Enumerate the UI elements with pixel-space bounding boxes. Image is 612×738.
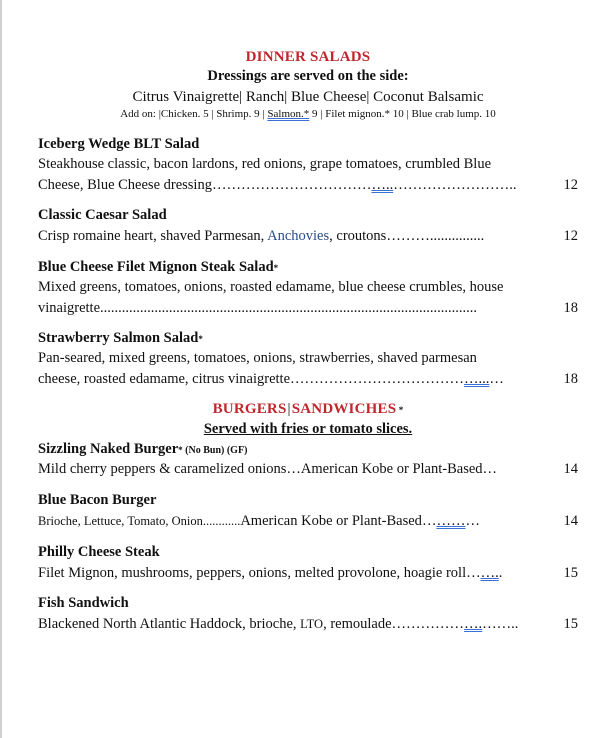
- addon-prefix: Add on: |Chicken. 5 | Shrimp. 9 |: [120, 108, 268, 120]
- menu-item-price-line: [38, 511, 578, 532]
- menu-item-price-line: [38, 369, 578, 390]
- menu-item-description: Mixed greens, tomatoes, onions, roasted edamame, blue cheese crumbles, house: [38, 279, 504, 295]
- menu-item-name-line: [38, 441, 578, 458]
- menu-item-price: 18: [563, 371, 578, 387]
- menu-item-description: , remoulade: [323, 616, 392, 632]
- dressings-list: Citrus Vinaigrette| Ranch| Blue Cheese| Coconut Balsamic: [132, 89, 484, 105]
- menu-item-description: , croutons: [329, 228, 387, 244]
- menu-item-description: American Kobe or Plant-Based: [240, 513, 422, 529]
- burgers-section-title: [38, 401, 578, 418]
- menu-item-description: cheese, roasted edamame, citrus vinaigrette: [38, 371, 291, 387]
- menu-item-description: vinaigrette: [38, 300, 101, 316]
- menu-item-description: Mild cherry peppers & caramelized onions…American Kobe or Plant-Based…: [38, 461, 498, 477]
- menu-item-description: Blackened North Atlantic Haddock, brioche,: [38, 616, 301, 632]
- menu-item-price: 12: [563, 228, 578, 244]
- menu-item-price-line: [38, 563, 578, 584]
- sandwiches-title: SANDWICHES: [291, 401, 397, 417]
- menu-item-price-line: [38, 226, 578, 247]
- menu-item-name-line: [38, 259, 578, 276]
- leader-dots: …: [489, 371, 504, 387]
- menu-item-name: Strawberry Salmon Salad: [38, 330, 199, 346]
- addon-line: [38, 108, 578, 120]
- leader-dots: ……………………..: [393, 177, 517, 193]
- menu-item-description: Pan-seared, mixed greens, tomatoes, onions, strawberries, shaved parmesan: [38, 350, 477, 366]
- raw-advisory-star: *: [396, 405, 404, 415]
- menu-item-price-line: [38, 614, 578, 635]
- raw-advisory-star: *: [198, 334, 203, 344]
- menu-item-price: 12: [563, 177, 578, 193]
- menu-item-name: Blue Cheese Filet Mignon Steak Salad: [38, 259, 274, 275]
- page-edge: [0, 0, 2, 738]
- menu-item-note: (No Bun) (GF): [185, 445, 248, 456]
- leader-dots: ……..: [482, 616, 519, 632]
- leader-dots-marked: …...: [464, 371, 490, 387]
- addon-salmon: Salmon.*: [267, 108, 310, 120]
- menu-item-description: LTO: [300, 617, 324, 631]
- menu-item-name: Classic Caesar Salad: [38, 207, 167, 223]
- leader-dots: …: [421, 513, 437, 529]
- dressings-intro: Dressings are served on the side:: [207, 68, 409, 84]
- leader-dots: ………………………………: [290, 371, 465, 387]
- menu-item-price: 14: [563, 461, 578, 477]
- raw-advisory-star: *: [273, 263, 279, 273]
- menu-item-description: Crisp romaine heart, shaved Parmesan,: [38, 228, 268, 244]
- menu-item-price: 15: [563, 616, 578, 632]
- menu-item-name: Philly Cheese Steak: [38, 544, 160, 560]
- menu-item-name: Blue Bacon Burger: [38, 492, 157, 508]
- leader-dots-marked: …..: [371, 177, 394, 193]
- leader-dots: ………...............: [386, 228, 485, 244]
- menu-item-description: Cheese, Blue Cheese dressing: [38, 177, 212, 193]
- menu-item-name: Sizzling Naked Burger: [38, 441, 179, 457]
- menu-item-description: Brioche, Lettuce, Tomato, Onion............: [38, 514, 241, 528]
- raw-advisory-star: *: [178, 445, 183, 455]
- leader-dots: ……………………………: [211, 177, 372, 193]
- leader-dots: ........................................................................................................: [100, 300, 478, 316]
- title-separator: |: [287, 401, 291, 417]
- menu-item-description: Filet Mignon, mushrooms, peppers, onions, melted provolone, hoagie roll…: [38, 565, 481, 581]
- menu-item-price: 14: [563, 513, 578, 529]
- menu-item-name-line: [38, 330, 578, 347]
- anchovies-text: Anchovies: [267, 228, 330, 244]
- menu-item-price-line: [38, 459, 578, 480]
- addon-suffix: 9 | Filet mignon.* 10 | Blue crab lump. 10: [309, 108, 496, 120]
- burgers-subtitle: Served with fries or tomato slices.: [203, 421, 413, 437]
- salads-section-title: DINNER SALADS: [245, 49, 371, 65]
- menu-item-name: Iceberg Wedge BLT Salad: [38, 136, 200, 152]
- menu-item-price: 18: [563, 300, 578, 316]
- leader-dots-marked: ….: [464, 616, 483, 632]
- leader-dots: .: [498, 565, 503, 581]
- leader-dots-marked: ….: [480, 565, 499, 581]
- menu-item-price: 15: [563, 565, 578, 581]
- menu-item-price-line: [38, 298, 578, 319]
- menu-item-description: Steakhouse classic, bacon lardons, red onions, grape tomatoes, crumbled Blue: [38, 156, 492, 172]
- leader-dots: ……………: [391, 616, 465, 632]
- burgers-title: BURGERS: [212, 401, 287, 417]
- leader-dots-marked: ……: [436, 513, 466, 529]
- menu-item-name: Fish Sandwich: [38, 595, 129, 611]
- menu-item-price-line: [38, 175, 578, 196]
- leader-dots: …: [465, 513, 480, 529]
